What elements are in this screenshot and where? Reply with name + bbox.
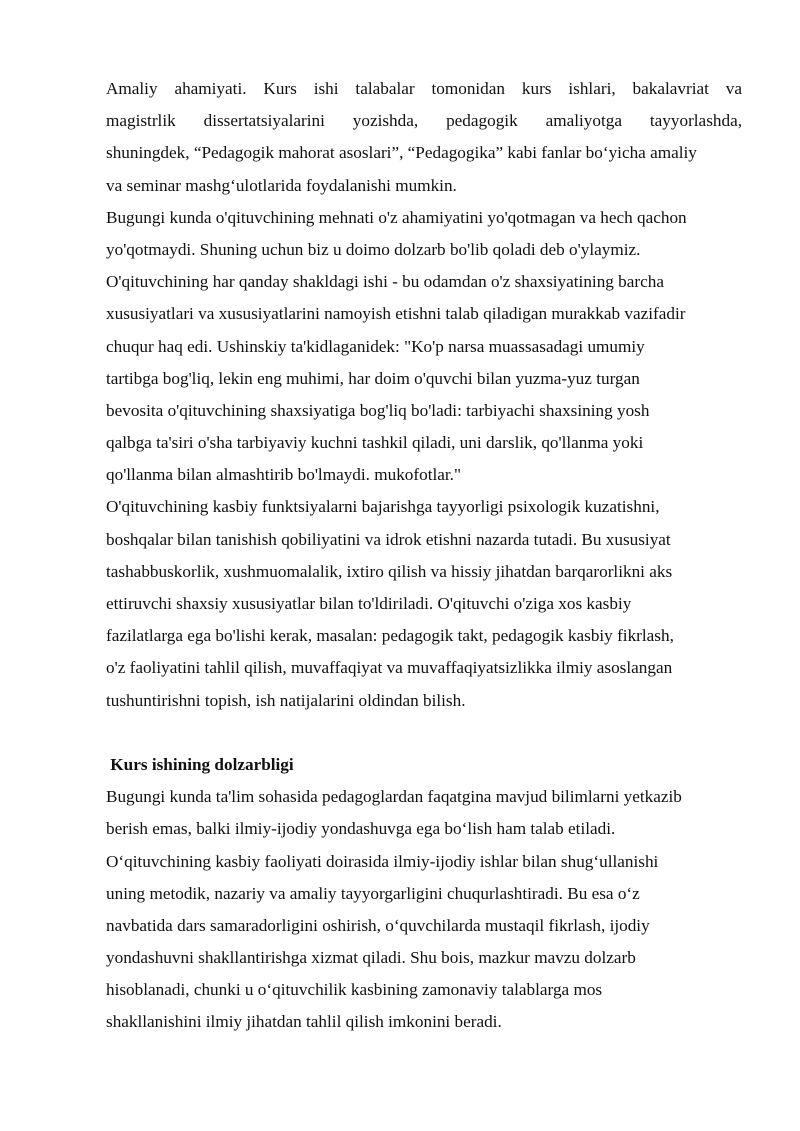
text-line: qalbga ta'siri o'sha tarbiyaviy kuchni tashkil qiladi, uni darslik, qo'llanma yoki [106,433,644,453]
text-line: navbatida dars samaradorligini oshirish, o‘quvchilarda mustaqil fikrlash, ijodiy [106,915,650,935]
blank-line [106,717,742,749]
text-line: o'z faoliyatini tahlil qilish, muvaffaqiyat va muvaffaqiyatsizlikka ilmiy asoslangan [106,658,673,678]
paragraph-practical-significance [106,73,742,202]
text-line: O'qituvchining har qanday shakldagi ishi - bu odamdan o'z shaxsiyatining barcha [106,272,664,292]
text-line: O'qituvchining kasbiy funktsiyalarni bajarishga tayyorligi psixologik kuzatishni, [106,497,660,517]
text-line: xususiyatlari va xususiyatlarini namoyish etishni talab qiladigan murakkab vazifadir [106,304,686,324]
document-page [106,73,742,1039]
text-line: ettiruvchi shaxsiy xususiyatlar bilan to'ldiriladi. O'qituvchi o'ziga xos kasbiy [106,594,632,613]
text-line: Amaliy ahamiyati. Kurs ishi talabalar tomonidan kurs ishlari, bakalavriat va [106,79,742,98]
text-line: qo'llanma bilan almashtirib bo'lmaydi. mukofotlar." [106,465,461,485]
text-line: tartibga bog'liq, lekin eng muhimi, har doim o'quvchi bilan yuzma-yuz turgan [106,368,640,388]
text-line: yondashuvni shakllantirishga xizmat qiladi. Shu bois, mazkur mavzu dolzarb [106,948,636,968]
text-line: magistrlik dissertatsiyalarini yozishda, pedagogik amaliyotga tayyorlashda, [106,111,742,131]
text-line: bevosita o'qituvchining shaxsiyatiga bog'liq bo'ladi: tarbiyachi shaxsining yosh [106,400,650,420]
text-line: fazilatlarga ega bo'lishi kerak, masalan: pedagogik takt, pedagogik kasbiy fikrlash, [106,626,674,646]
text-line: O‘qituvchining kasbiy faoliyati doirasida ilmiy-ijodiy ishlar bilan shug‘ullanishi [106,851,659,871]
section-heading: Kurs ishining dolzarbligi [106,754,294,774]
text-line: tashabbuskorlik, xushmuomalalik, ixtiro qilish va hissiy jihatdan barqarorlikni aks [106,561,673,581]
section-relevance [106,749,742,1039]
text-line: tushuntirishni topish, ish natijalarini oldindan bilish. [106,690,466,710]
text-line: berish emas, balki ilmiy-ijodiy yondashuvga ega bo‘lish ham talab etiladi. [106,819,616,839]
text-line: chuqur haq edi. Ushinskiy ta'kidlaganidek: "Ko'p narsa muassasadagi umumiy [106,336,645,356]
text-line: va seminar mashg‘ulotlarida foydalanishi mumkin. [106,175,457,195]
text-line: Bugungi kunda ta'lim sohasida pedagoglardan faqatgina mavjud bilimlarni yetkazib [106,787,682,807]
text-line: shuningdek, “Pedagogik mahorat asoslari”, “Pedagogika” kabi fanlar bo‘yicha amaliy [106,143,697,163]
text-line: yo'qotmaydi. Shuning uchun biz u doimo dolzarb bo'lib qoladi deb o'ylaymiz. [106,239,641,259]
text-line: hisoblanadi, chunki u o‘qituvchilik kasbining zamonaviy talablarga mos [106,980,603,1000]
text-line: uning metodik, nazariy va amaliy tayyorgarligini chuqurlashtiradi. Bu esa o‘z [106,883,640,903]
paragraph-professional-readiness [106,491,742,716]
text-line: boshqalar bilan tanishish qobiliyatini va idrok etishni nazarda tutadi. Bu xususiyat [106,529,671,549]
text-line: Bugungi kunda o'qituvchining mehnati o'z ahamiyatini yo'qotmagan va hech qachon [106,207,687,227]
text-line: shakllanishini ilmiy jihatdan tahlil qilish imkonini beradi. [106,1012,502,1032]
paragraph-teacher-work [106,202,742,492]
